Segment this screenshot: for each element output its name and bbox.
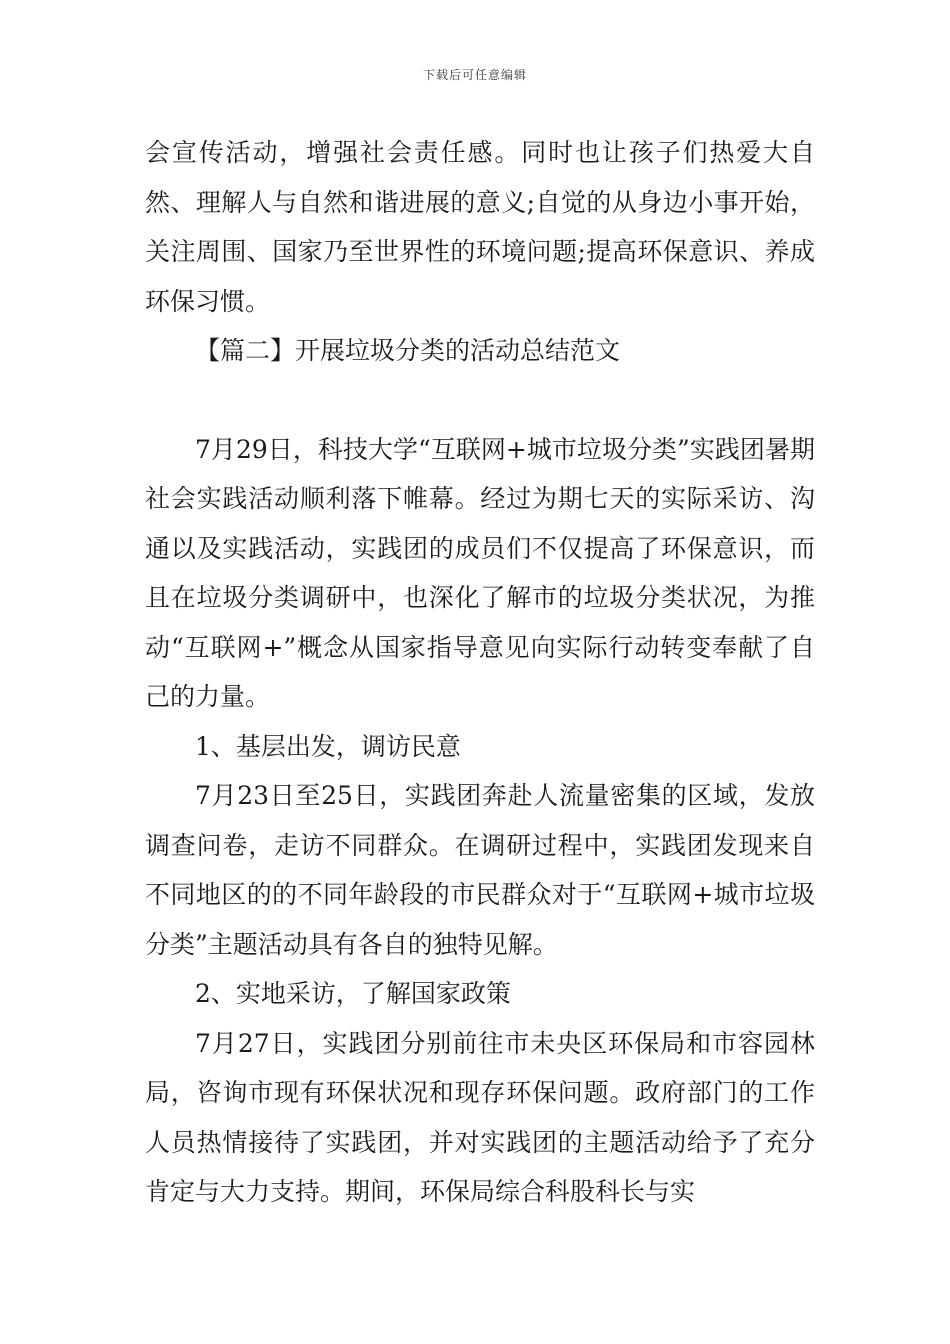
blank-line	[145, 376, 815, 425]
document-body	[145, 128, 815, 1217]
header-note: 下载后可任意编辑	[422, 68, 527, 82]
subheading-1: 1、基层出发，调访民意	[195, 731, 461, 761]
section-heading: 【篇二】开展垃圾分类的活动总结范文	[195, 336, 621, 365]
paragraph-survey: 7月23日至25日，实践团奔赴人流量密集的区域，发放调查问卷，走访不同群众。在调研过程中，实践团发现来自不同地区的的不同年龄段的市民群众对于“互联网+城市垃圾分类”主题活动具有各自的独特见解。	[145, 781, 815, 959]
paragraph-continuation: 会宣传活动，增强社会责任感。同时也让孩子们热爱大自然、理解人与自然和谐进展的意义;自觉的从身边小事开始，关注周围、国家乃至世界性的环境问题;提高环保意识、养成环保习惯。	[145, 138, 815, 316]
paragraph-intro: 7月29日，科技大学“互联网+城市垃圾分类”实践团暑期社会实践活动顺利落下帷幕。经过为期七天的实际采访、沟通以及实践活动，实践团的成员们不仅提高了环保意识，而且在垃圾分类调研中，也深化了解市的垃圾分类状况，为推动“互联网+”概念从国家指导意见向实际行动转变奉献了自己的力量。	[145, 434, 815, 711]
paragraph-interview: 7月27日，实践团分别前往市未央区环保局和市容园林局，咨询市现有环保状况和现存环保问题。政府部门的工作人员热情接待了实践团，并对实践团的主题活动给予了充分肯定与大力支持。期间，环保局综合科股科长与实	[145, 1028, 815, 1206]
subheading-2: 2、实地采访，了解国家政策	[195, 979, 511, 1008]
